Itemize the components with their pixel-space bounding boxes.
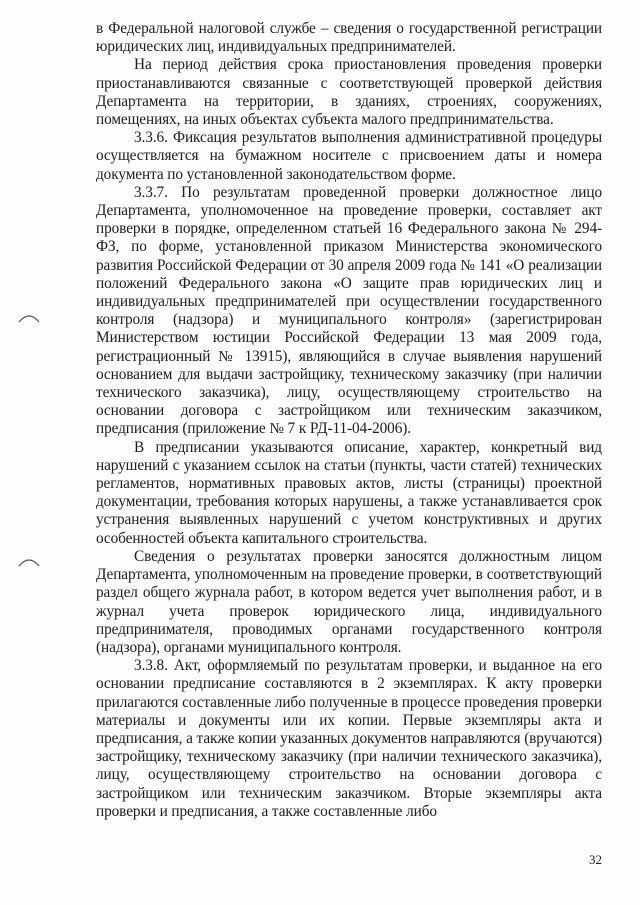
- paragraph: На период действия срока приостановления проведения проверки приостанавливаются связанные с соответствующей проверкой действия Департамента на территории, в зданиях, строениях, сооружениях, помещениях, на иных объектах субъекта малого предпринимательства.: [96, 56, 602, 129]
- paragraph: В предписании указываются описание, характер, конкретный вид нарушений с указанием ссылок на статьи (пункты, части статей) технических регламентов, нормативных правовых актов, листы (страницы) проектной документации, требования которых нарушены, а также устанавливается срок устранения выявленных нарушений с учетом конструктивных и других особенностей объекта капитального строительства.: [96, 438, 602, 547]
- paragraph: Сведения о результатах проверки заносятся должностным лицом Департамента, уполномоченным на проведение проверки, в соответствующий раздел общего журнала работ, в котором ведется учет выполнения работ, и в журнал учета проверок юридического лица, индивидуального предпринимателя, проводимых органами государственного контроля (надзора), органами муниципального контроля.: [96, 547, 602, 656]
- binder-hole-mark: [18, 556, 40, 568]
- paragraph: 3.3.6. Фиксация результатов выполнения административной процедуры осуществляется на бумажном носителе с присвоением даты и номера документа по установленной законодательством форме.: [96, 129, 602, 183]
- paragraph: в Федеральной налоговой службе – сведения о государственной регистрации юридических лиц, индивидуальных предпринимателей.: [96, 20, 602, 56]
- paragraph: 3.3.7. По результатам проведенной проверки должностное лицо Департамента, уполномоченное на проведение проверки, составляет акт проверки в порядке, определенном статьей 16 Федерального закона № 294-ФЗ, по форме, установленной приказом Министерства экономического развития Российской Федерации от 30 апреля 2009 года № 141 «О реализации положений Федерального закона «О защите прав юридических лиц и индивидуальных предпринимателей при осуществлении государственного контроля (надзора) и муниципального контроля» (зарегистрирован Министерством юстиции Российской Федерации 13 мая 2009 года, регистрационный № 13915), являющийся в случае выявления нарушений основанием для выдачи застройщику, техническому заказчику (при наличии технического заказчика), лицу, осуществляющему строительство на основании договора с застройщиком или техническим заказчиком, предписания (приложение № 7 к РД-11-04-2006).: [96, 183, 602, 438]
- binder-hole-mark: [18, 312, 40, 324]
- paragraph: 3.3.8. Акт, оформляемый по результатам проверки, и выданное на его основании предписание составляются в 2 экземплярах. К акту проверки прилагаются составленные либо полученные в процессе проведения проверки материалы и документы или их копии. Первые экземпляры акта и предписания, а также копии указанных документов направляются (вручаются) застройщику, техническому заказчику (при наличии технического заказчика), лицу, осуществляющему строительство на основании договора с застройщиком или техническим заказчиком. Вторые экземпляры акта проверки и предписания, а также составленные либо: [96, 657, 602, 820]
- page-number: 32: [589, 852, 602, 867]
- body-text: [96, 20, 602, 821]
